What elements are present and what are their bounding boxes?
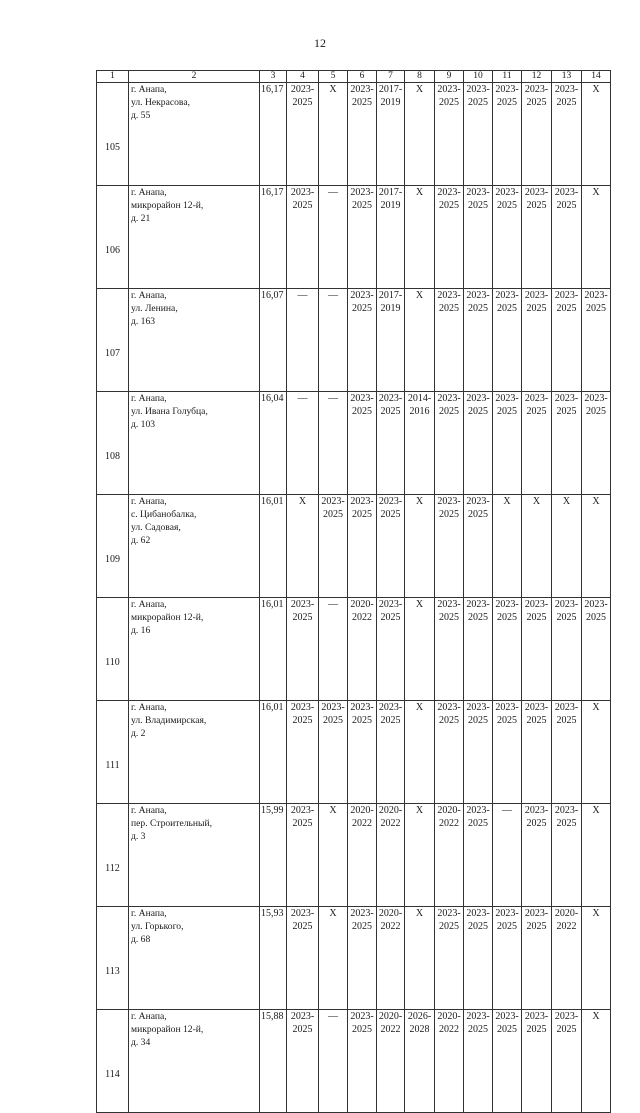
address-line: пер. Строительный,	[131, 818, 213, 829]
period-cell: 2023- 2025	[493, 186, 522, 289]
period-cell: 2020- 2022	[348, 804, 377, 907]
address-line: д. 62	[131, 535, 151, 546]
period-cell: X	[405, 701, 435, 804]
period-cell: 2023- 2025	[435, 83, 464, 186]
period-cell: 2023- 2025	[552, 186, 582, 289]
area-cell: 15,88	[260, 1010, 287, 1113]
row-number: 108	[97, 392, 129, 495]
period-cell: X	[552, 495, 582, 598]
area-cell: 16,01	[260, 598, 287, 701]
address-line: г. Анапа,	[131, 496, 167, 507]
address-cell	[129, 186, 260, 289]
period-cell: 2023- 2025	[522, 83, 552, 186]
period-cell: 2023- 2025	[287, 186, 319, 289]
address-line: г. Анапа,	[131, 84, 167, 95]
period-cell: 2020- 2022	[377, 907, 405, 1010]
column-number-header: 6	[348, 71, 377, 83]
period-cell: 2023- 2025	[522, 804, 552, 907]
area-cell: 16,17	[260, 83, 287, 186]
period-cell: 2023- 2025	[348, 289, 377, 392]
address-line: с. Цибанобалка,	[131, 509, 197, 520]
period-cell: 2023- 2025	[319, 701, 348, 804]
period-cell: X	[405, 289, 435, 392]
row-number: 112	[97, 804, 129, 907]
address-cell	[129, 907, 260, 1010]
period-cell: X	[287, 495, 319, 598]
period-cell: —	[493, 804, 522, 907]
address-line: г. Анапа,	[131, 393, 167, 404]
page-number: 12	[314, 36, 326, 50]
period-cell: 2023- 2025	[348, 701, 377, 804]
period-cell: 2026- 2028	[405, 1010, 435, 1113]
address-line: г. Анапа,	[131, 805, 167, 816]
column-number-header: 10	[464, 71, 493, 83]
row-number: 110	[97, 598, 129, 701]
address-cell	[129, 83, 260, 186]
period-cell: X	[582, 907, 611, 1010]
area-cell: 16,07	[260, 289, 287, 392]
period-cell: 2023- 2025	[493, 907, 522, 1010]
period-cell: 2023- 2025	[464, 289, 493, 392]
column-number-header: 5	[319, 71, 348, 83]
address-cell	[129, 1010, 260, 1113]
period-cell: 2023- 2025	[493, 1010, 522, 1113]
address-line: ул. Владимирская,	[131, 715, 207, 726]
period-cell: 2023- 2025	[348, 186, 377, 289]
address-line: г. Анапа,	[131, 599, 167, 610]
period-cell: 2023- 2025	[493, 392, 522, 495]
address-line: г. Анапа,	[131, 908, 167, 919]
column-number-header: 8	[405, 71, 435, 83]
period-cell: X	[582, 804, 611, 907]
period-cell: 2020- 2022	[552, 907, 582, 1010]
period-cell: 2023- 2025	[287, 598, 319, 701]
column-number-header: 1	[97, 71, 129, 83]
column-number-header: 2	[129, 71, 260, 83]
table-row	[97, 1010, 611, 1113]
period-cell: 2014- 2016	[405, 392, 435, 495]
table-row	[97, 186, 611, 289]
period-cell: 2020- 2022	[435, 804, 464, 907]
address-line: микрорайон 12-й,	[131, 612, 204, 623]
period-cell: 2023- 2025	[552, 392, 582, 495]
address-line: ул. Ленина,	[131, 303, 178, 314]
address-cell	[129, 804, 260, 907]
area-cell: 16,01	[260, 495, 287, 598]
period-cell: 2023- 2025	[377, 392, 405, 495]
period-cell: X	[582, 495, 611, 598]
period-cell: 2023- 2025	[552, 289, 582, 392]
period-cell: 2023- 2025	[493, 701, 522, 804]
row-number: 109	[97, 495, 129, 598]
period-cell: X	[493, 495, 522, 598]
period-cell: X	[319, 907, 348, 1010]
period-cell: 2023- 2025	[435, 495, 464, 598]
period-cell: X	[319, 804, 348, 907]
period-cell: 2023- 2025	[435, 907, 464, 1010]
period-cell: 2023- 2025	[493, 289, 522, 392]
table-row	[97, 907, 611, 1010]
period-cell: 2017- 2019	[377, 83, 405, 186]
period-cell: 2023- 2025	[348, 392, 377, 495]
row-number: 106	[97, 186, 129, 289]
column-number-header: 14	[582, 71, 611, 83]
period-cell: 2023- 2025	[464, 701, 493, 804]
period-cell: 2023- 2025	[287, 83, 319, 186]
period-cell: 2020- 2022	[348, 598, 377, 701]
column-number-header: 3	[260, 71, 287, 83]
area-cell: 16,17	[260, 186, 287, 289]
period-cell: 2023- 2025	[464, 83, 493, 186]
period-cell: 2023- 2025	[552, 83, 582, 186]
address-line: д. 103	[131, 419, 156, 430]
period-cell: 2023- 2025	[348, 83, 377, 186]
period-cell: 2023- 2025	[493, 83, 522, 186]
period-cell: X	[405, 186, 435, 289]
table-row	[97, 392, 611, 495]
period-cell: X	[319, 83, 348, 186]
column-number-header: 11	[493, 71, 522, 83]
table-row	[97, 701, 611, 804]
period-cell: 2020- 2022	[435, 1010, 464, 1113]
address-line: ул. Некрасова,	[131, 97, 190, 108]
row-number: 114	[97, 1010, 129, 1113]
period-cell: 2023- 2025	[522, 598, 552, 701]
period-cell: 2023- 2025	[552, 804, 582, 907]
period-cell: 2023- 2025	[522, 186, 552, 289]
period-cell: X	[582, 1010, 611, 1113]
table-row	[97, 289, 611, 392]
period-cell: —	[319, 392, 348, 495]
row-number: 113	[97, 907, 129, 1010]
period-cell: X	[405, 598, 435, 701]
period-cell: 2023- 2025	[522, 907, 552, 1010]
period-cell: 2023- 2025	[435, 598, 464, 701]
period-cell: X	[405, 907, 435, 1010]
period-cell: 2020- 2022	[377, 1010, 405, 1113]
period-cell: 2023- 2025	[287, 701, 319, 804]
period-cell: 2020- 2022	[377, 804, 405, 907]
period-cell: 2017- 2019	[377, 186, 405, 289]
address-cell	[129, 495, 260, 598]
address-line: г. Анапа,	[131, 187, 167, 198]
table-row	[97, 495, 611, 598]
period-cell: 2023- 2025	[377, 495, 405, 598]
row-number: 105	[97, 83, 129, 186]
period-cell: 2023- 2025	[348, 1010, 377, 1113]
table-row	[97, 804, 611, 907]
period-cell: 2023- 2025	[287, 804, 319, 907]
period-cell: 2023- 2025	[552, 598, 582, 701]
area-cell: 15,93	[260, 907, 287, 1010]
area-cell: 16,04	[260, 392, 287, 495]
address-line: д. 68	[131, 934, 151, 945]
period-cell: —	[319, 598, 348, 701]
period-cell: 2023- 2025	[522, 701, 552, 804]
area-cell: 16,01	[260, 701, 287, 804]
period-cell: 2023- 2025	[522, 392, 552, 495]
period-cell: 2023- 2025	[464, 598, 493, 701]
area-cell: 15,99	[260, 804, 287, 907]
period-cell: —	[287, 289, 319, 392]
address-line: микрорайон 12-й,	[131, 1024, 204, 1035]
address-line: д. 21	[131, 213, 151, 224]
column-number-header: 12	[522, 71, 552, 83]
period-cell: —	[319, 1010, 348, 1113]
period-cell: 2023- 2025	[464, 392, 493, 495]
address-cell	[129, 598, 260, 701]
address-cell	[129, 701, 260, 804]
period-cell: 2023- 2025	[464, 907, 493, 1010]
address-cell	[129, 289, 260, 392]
period-cell: 2023- 2025	[287, 907, 319, 1010]
period-cell: 2023- 2025	[582, 392, 611, 495]
period-cell: 2023- 2025	[319, 495, 348, 598]
works-schedule-table	[96, 70, 611, 1113]
table-row	[97, 598, 611, 701]
period-cell: X	[405, 495, 435, 598]
header-row	[97, 71, 611, 83]
address-line: д. 34	[131, 1037, 151, 1048]
period-cell: 2017- 2019	[377, 289, 405, 392]
address-line: г. Анапа,	[131, 702, 167, 713]
period-cell: 2023- 2025	[348, 907, 377, 1010]
period-cell: 2023- 2025	[493, 598, 522, 701]
address-line: д. 2	[131, 728, 146, 739]
period-cell: X	[522, 495, 552, 598]
period-cell: X	[582, 186, 611, 289]
period-cell: X	[582, 701, 611, 804]
period-cell: —	[319, 186, 348, 289]
address-line: ул. Ивана Голубца,	[131, 406, 208, 417]
row-number: 111	[97, 701, 129, 804]
column-number-header: 4	[287, 71, 319, 83]
period-cell: X	[582, 83, 611, 186]
period-cell: 2023- 2025	[435, 392, 464, 495]
column-number-header: 7	[377, 71, 405, 83]
period-cell: —	[319, 289, 348, 392]
address-line: д. 163	[131, 316, 156, 327]
period-cell: 2023- 2025	[377, 598, 405, 701]
period-cell: 2023- 2025	[377, 701, 405, 804]
period-cell: X	[405, 83, 435, 186]
period-cell: 2023- 2025	[582, 289, 611, 392]
period-cell: —	[287, 392, 319, 495]
address-line: ул. Садовая,	[131, 522, 181, 533]
table-row	[97, 83, 611, 186]
period-cell: 2023- 2025	[552, 1010, 582, 1113]
period-cell: 2023- 2025	[435, 186, 464, 289]
period-cell: 2023- 2025	[348, 495, 377, 598]
address-line: г. Анапа,	[131, 290, 167, 301]
period-cell: 2023- 2025	[522, 1010, 552, 1113]
period-cell: 2023- 2025	[522, 289, 552, 392]
period-cell: 2023- 2025	[287, 1010, 319, 1113]
period-cell: 2023- 2025	[464, 495, 493, 598]
period-cell: X	[405, 804, 435, 907]
address-cell	[129, 392, 260, 495]
period-cell: 2023- 2025	[582, 598, 611, 701]
period-cell: 2023- 2025	[464, 804, 493, 907]
address-line: д. 3	[131, 831, 146, 842]
period-cell: 2023- 2025	[435, 701, 464, 804]
period-cell: 2023- 2025	[552, 701, 582, 804]
address-line: д. 55	[131, 110, 151, 121]
address-line: д. 16	[131, 625, 151, 636]
column-number-header: 9	[435, 71, 464, 83]
address-line: г. Анапа,	[131, 1011, 167, 1022]
address-line: ул. Горького,	[131, 921, 184, 932]
address-line: микрорайон 12-й,	[131, 200, 204, 211]
row-number: 107	[97, 289, 129, 392]
column-number-header: 13	[552, 71, 582, 83]
period-cell: 2023- 2025	[435, 289, 464, 392]
period-cell: 2023- 2025	[464, 186, 493, 289]
period-cell: 2023- 2025	[464, 1010, 493, 1113]
